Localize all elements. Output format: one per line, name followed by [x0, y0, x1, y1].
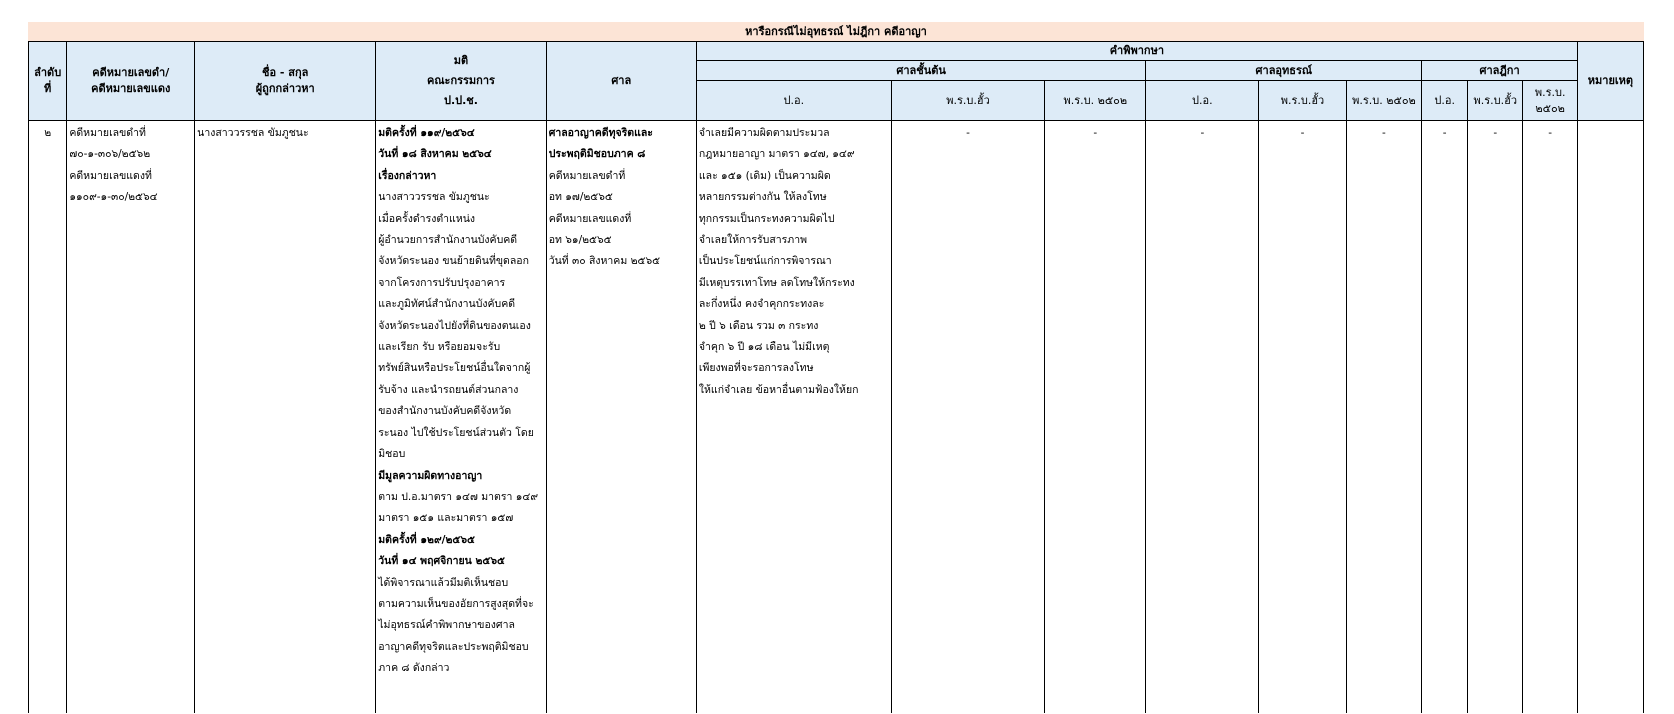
court-line: ประพฤติมิชอบภาค ๘: [548, 148, 646, 161]
court-line: อท ๖๑/๒๕๖๕: [548, 234, 612, 247]
cell-supreme-prb2502: [1523, 121, 1577, 714]
cell-case-no: [67, 121, 195, 714]
resolution-line: มติครั้งที่ ๑๑๙/๒๕๖๔: [378, 127, 475, 139]
table-row: [29, 121, 1644, 714]
resolution-line: นางสาววรรชล ขัมภูชนะ: [378, 191, 490, 204]
resolution-line: จังหวัดระนองไปยังที่ดินของตนเอง: [378, 319, 531, 332]
header-name: ชื่อ - สกุล ผู้ถูกกล่าวหา: [195, 42, 376, 121]
resolution-line: ทรัพย์สินหรือประโยชน์อื่นใดจากผู้: [378, 362, 531, 375]
judgment-line: ทุกกรรมเป็นกระทงความผิดไป: [698, 212, 835, 225]
header-first-pa: ป.อ.: [696, 81, 891, 121]
court-line: วันที่ ๓๐ สิงหาคม ๒๕๖๕: [548, 255, 661, 268]
judgment-line: หลายกรรมต่างกัน ให้ลงโทษ: [698, 191, 827, 204]
case-no-line: คดีหมายเลขแดงที่: [69, 169, 152, 182]
header-remark: หมายเหตุ: [1577, 42, 1643, 121]
dash-mark: -: [1200, 127, 1205, 139]
resolution-line: มิชอบ: [378, 448, 406, 461]
case-table: [28, 41, 1644, 713]
resolution-line: และเรียก รับ หรือยอมจะรับ: [378, 341, 501, 354]
dash-mark: -: [1093, 127, 1098, 139]
cell-appeal-prb2502: [1346, 121, 1422, 714]
resolution-line: เรื่องกล่าวหา: [378, 169, 437, 182]
header-appeal-court: ศาลอุทธรณ์: [1146, 61, 1422, 81]
resolution-line: ระนอง ไปใช้ประโยชน์ส่วนตัว โดย: [378, 426, 534, 439]
resolution-line: มีมูลความผิดทางอาญา: [378, 469, 483, 482]
judgment-line: เพียงพอที่จะรอการลงโทษ: [698, 362, 814, 375]
resolution-line: ไม่อุทธรณ์คำพิพากษาของศาล: [378, 619, 515, 632]
sheet-banner: หารือกรณีไม่อุทธรณ์ ไม่ฎีกา คดีอาญา: [28, 22, 1644, 41]
cell-name: นางสาววรรชล ขัมภูชนะ: [195, 121, 376, 714]
judgment-line: ให้แก่จำเลย ข้อหาอื่นตามฟ้องให้ยก: [698, 383, 859, 396]
judgment-line: จำเลยมีความผิดตามประมวล: [698, 127, 830, 139]
cell-appeal-pa: [1146, 121, 1259, 714]
judgment-line: จำเลยให้การรับสารภาพ: [698, 234, 808, 247]
case-no-line: คดีหมายเลขดำที่: [69, 127, 146, 139]
resolution-line: วันที่ ๑๘ สิงหาคม ๒๕๖๔: [378, 148, 492, 161]
judgment-line: และ ๑๕๑ (เดิม) เป็นความผิด: [698, 169, 831, 182]
resolution-line: มาตรา ๑๕๑ และมาตรา ๑๕๗: [378, 512, 514, 525]
resolution-line: และภูมิทัศน์สำนักงานบังคับคดี: [378, 298, 516, 311]
judgment-line: เป็นประโยชน์แก่การพิจารณา: [698, 255, 832, 268]
header-case-no: คดีหมายเลขดำ/ คดีหมายเลขแดง: [67, 42, 195, 121]
resolution-line: ได้พิจารณาแล้วมีมติเห็นชอบ: [378, 576, 509, 589]
resolution-line: จังหวัดระนอง ขนย้ายดินที่ขุดลอก: [378, 255, 529, 268]
court-line: คดีหมายเลขดำที่: [548, 169, 626, 182]
case-no-line: ๗๐-๑-๓๐๖/๒๕๖๒: [69, 148, 151, 161]
resolution-line: รับจ้าง และนำรถยนต์ส่วนกลาง: [378, 383, 519, 396]
court-line: อท ๑๗/๒๕๖๕: [548, 191, 613, 204]
header-supreme-prb: พ.ร.บ.ฮั้ว: [1468, 81, 1523, 121]
cell-supreme-prb: [1468, 121, 1523, 714]
header-first-prb2502: พ.ร.บ. ๒๕๐๒: [1045, 81, 1146, 121]
resolution-line: อาญาคดีทุจริตและประพฤติมิชอบ: [378, 640, 529, 653]
resolution-line: ของสำนักงานบังคับคดีจังหวัด: [378, 405, 512, 418]
resolution-line: ตาม ป.อ.มาตรา ๑๔๗ มาตรา ๑๔๙: [378, 490, 539, 503]
dash-mark: -: [966, 127, 970, 139]
dash-mark: -: [1548, 127, 1553, 139]
header-first-court: ศาลชั้นต้น: [696, 61, 1146, 81]
header-appeal-prb2502: พ.ร.บ. ๒๕๐๒: [1346, 81, 1422, 121]
judgment-line: กฎหมายอาญา มาตรา ๑๔๗, ๑๔๙: [698, 148, 855, 161]
resolution-line: จากโครงการปรับปรุงอาคาร: [378, 276, 506, 289]
header-supreme-court: ศาลฎีกา: [1422, 61, 1578, 81]
cell-first-pa: [696, 121, 891, 714]
header-appeal-pa: ป.อ.: [1146, 81, 1259, 121]
header-court: ศาล: [546, 42, 696, 121]
header-judgment: คำพิพากษา: [696, 42, 1577, 61]
cell-first-prb2502: [1045, 121, 1146, 714]
header-appeal-prb: พ.ร.บ.ฮั้ว: [1259, 81, 1346, 121]
judgment-line: ๒ ปี ๖ เดือน รวม ๓ กระทง: [698, 319, 819, 332]
court-line: ศาลอาญาคดีทุจริตและ: [548, 127, 653, 139]
header-supreme-pa: ป.อ.: [1422, 81, 1468, 121]
judgment-line: จำคุก ๖ ปี ๑๘ เดือน ไม่มีเหตุ: [698, 341, 830, 354]
judgment-line: ละกึ่งหนึ่ง คงจำคุกกระทงละ: [698, 298, 825, 311]
cell-appeal-prb: [1259, 121, 1346, 714]
resolution-line: ภาค ๘ ดังกล่าว: [378, 662, 450, 675]
resolution-line: ตามความเห็นของอัยการสูงสุดที่จะ: [378, 597, 534, 610]
resolution-line: วันที่ ๑๔ พฤศจิกายน ๒๕๖๕: [378, 555, 505, 568]
cell-resolution: [376, 121, 546, 714]
cell-supreme-pa: [1422, 121, 1468, 714]
case-sheet: [28, 22, 1644, 713]
dash-mark: -: [1493, 127, 1498, 139]
cell-remark: [1577, 121, 1643, 714]
resolution-line: มติครั้งที่ ๑๒๙/๒๕๖๕: [378, 533, 475, 546]
case-no-line: ๑๑๐๙-๑-๓๐/๒๕๖๔: [69, 191, 158, 204]
resolution-line: ผู้อำนวยการสำนักงานบังคับคดี: [378, 234, 518, 247]
dash-mark: -: [1442, 127, 1447, 139]
judgment-line: มีเหตุบรรเทาโทษ ลดโทษให้กระทง: [698, 276, 855, 289]
header-seq: ลำดับ ที่: [29, 42, 67, 121]
resolution-line: เมื่อครั้งดำรงตำแหน่ง: [378, 212, 476, 225]
cell-court: [546, 121, 696, 714]
court-line: คดีหมายเลขแดงที่: [548, 212, 632, 225]
dash-mark: -: [1382, 127, 1386, 139]
header-resolution: มติ คณะกรรมการ ป.ป.ช.: [376, 42, 546, 121]
header-first-prb: พ.ร.บ.ฮั้ว: [891, 81, 1044, 121]
cell-seq: ๒: [29, 121, 67, 714]
cell-first-prb: [891, 121, 1044, 714]
header-supreme-prb2502: พ.ร.บ. ๒๕๐๒: [1523, 81, 1577, 121]
dash-mark: -: [1300, 127, 1305, 139]
